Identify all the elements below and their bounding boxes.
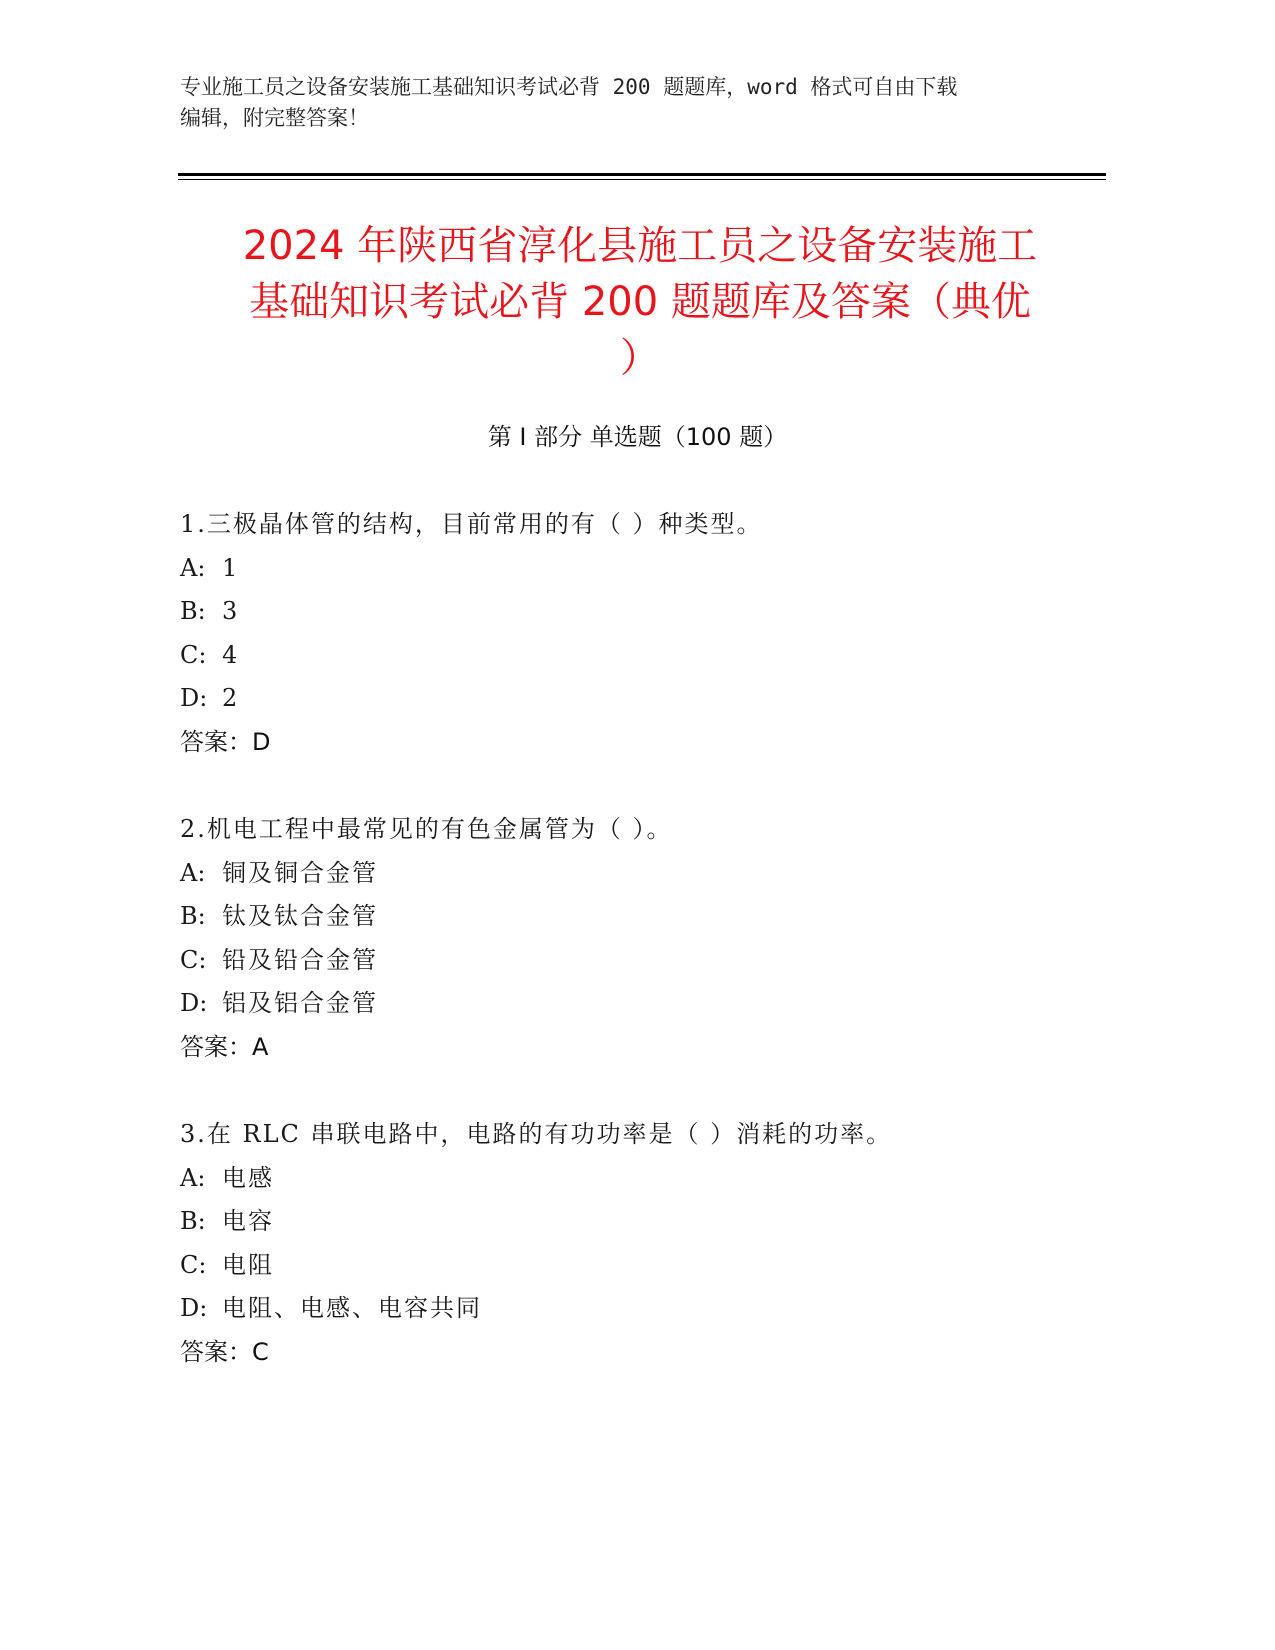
option-key: C: <box>180 1250 207 1279</box>
question-stem: 2.机电工程中最常见的有色金属管为（ ）。 <box>180 815 673 843</box>
option-text: 4 <box>222 640 240 669</box>
option-key: A: <box>180 858 206 887</box>
document-title <box>160 218 1120 386</box>
answer-option <box>180 1200 1120 1244</box>
question-block <box>180 808 1120 1069</box>
option-key: D: <box>180 989 208 1017</box>
option-text: 铜及铜合金管 <box>222 858 378 887</box>
option-text: 电阻、电感、电容共同 <box>222 1294 482 1322</box>
section-heading: 第 I 部分 单选题（100 题） <box>487 423 788 451</box>
question-block <box>180 503 1120 764</box>
option-text: 铝及铝合金管 <box>222 989 378 1017</box>
header-note-line: 编辑，附完整答案！ <box>180 106 369 130</box>
question-stem: 1.三极晶体管的结构，目前常用的有（ ）种类型。 <box>180 510 763 538</box>
question-block <box>180 1113 1120 1374</box>
correct-answer: 答案：C <box>180 1337 269 1366</box>
answer-option <box>180 852 1120 896</box>
option-text: 1 <box>222 553 240 582</box>
option-key: A: <box>180 553 206 582</box>
answer-option <box>180 982 1120 1026</box>
option-text: 电感 <box>222 1163 274 1192</box>
option-text: 钛及钛合金管 <box>222 902 378 930</box>
answer-option <box>180 939 1120 983</box>
correct-answer: 答案：A <box>180 1032 269 1061</box>
option-key: C: <box>180 945 207 974</box>
option-key: D: <box>180 684 208 712</box>
answer-option <box>180 677 1120 721</box>
header-divider-thick <box>178 173 1106 176</box>
header-note-line: 专业施工员之设备安装施工基础知识考试必背 200 题题库，word 格式可自由下载 <box>180 75 958 99</box>
answer-option <box>180 634 1120 678</box>
answer-option <box>180 590 1120 634</box>
option-text: 2 <box>222 684 240 712</box>
option-text: 电阻 <box>222 1250 274 1279</box>
question-stem: 3.在 RLC 串联电路中，电路的有功功率是（ ）消耗的功率。 <box>180 1120 893 1148</box>
answer-option <box>180 1287 1120 1331</box>
answer-option <box>180 895 1120 939</box>
answer-option <box>180 1244 1120 1288</box>
header-divider-thin <box>178 179 1106 180</box>
option-key: B: <box>180 902 206 930</box>
header-note <box>180 72 1080 134</box>
correct-answer: 答案：D <box>180 727 271 756</box>
answer-option <box>180 547 1120 591</box>
option-text: 3 <box>222 597 240 625</box>
option-key: C: <box>180 640 207 669</box>
option-text: 电容 <box>222 1207 274 1235</box>
title-line: 基础知识考试必背 200 题题库及答案（典优 <box>249 279 1031 325</box>
title-line: ） <box>620 335 660 381</box>
answer-option <box>180 1157 1120 1201</box>
title-line: 2024 年陕西省淳化县施工员之设备安装施工 <box>242 223 1038 269</box>
option-key: B: <box>180 597 206 625</box>
option-text: 铅及铅合金管 <box>222 945 378 974</box>
option-key: A: <box>180 1163 206 1192</box>
option-key: B: <box>180 1207 206 1235</box>
option-key: D: <box>180 1294 208 1322</box>
